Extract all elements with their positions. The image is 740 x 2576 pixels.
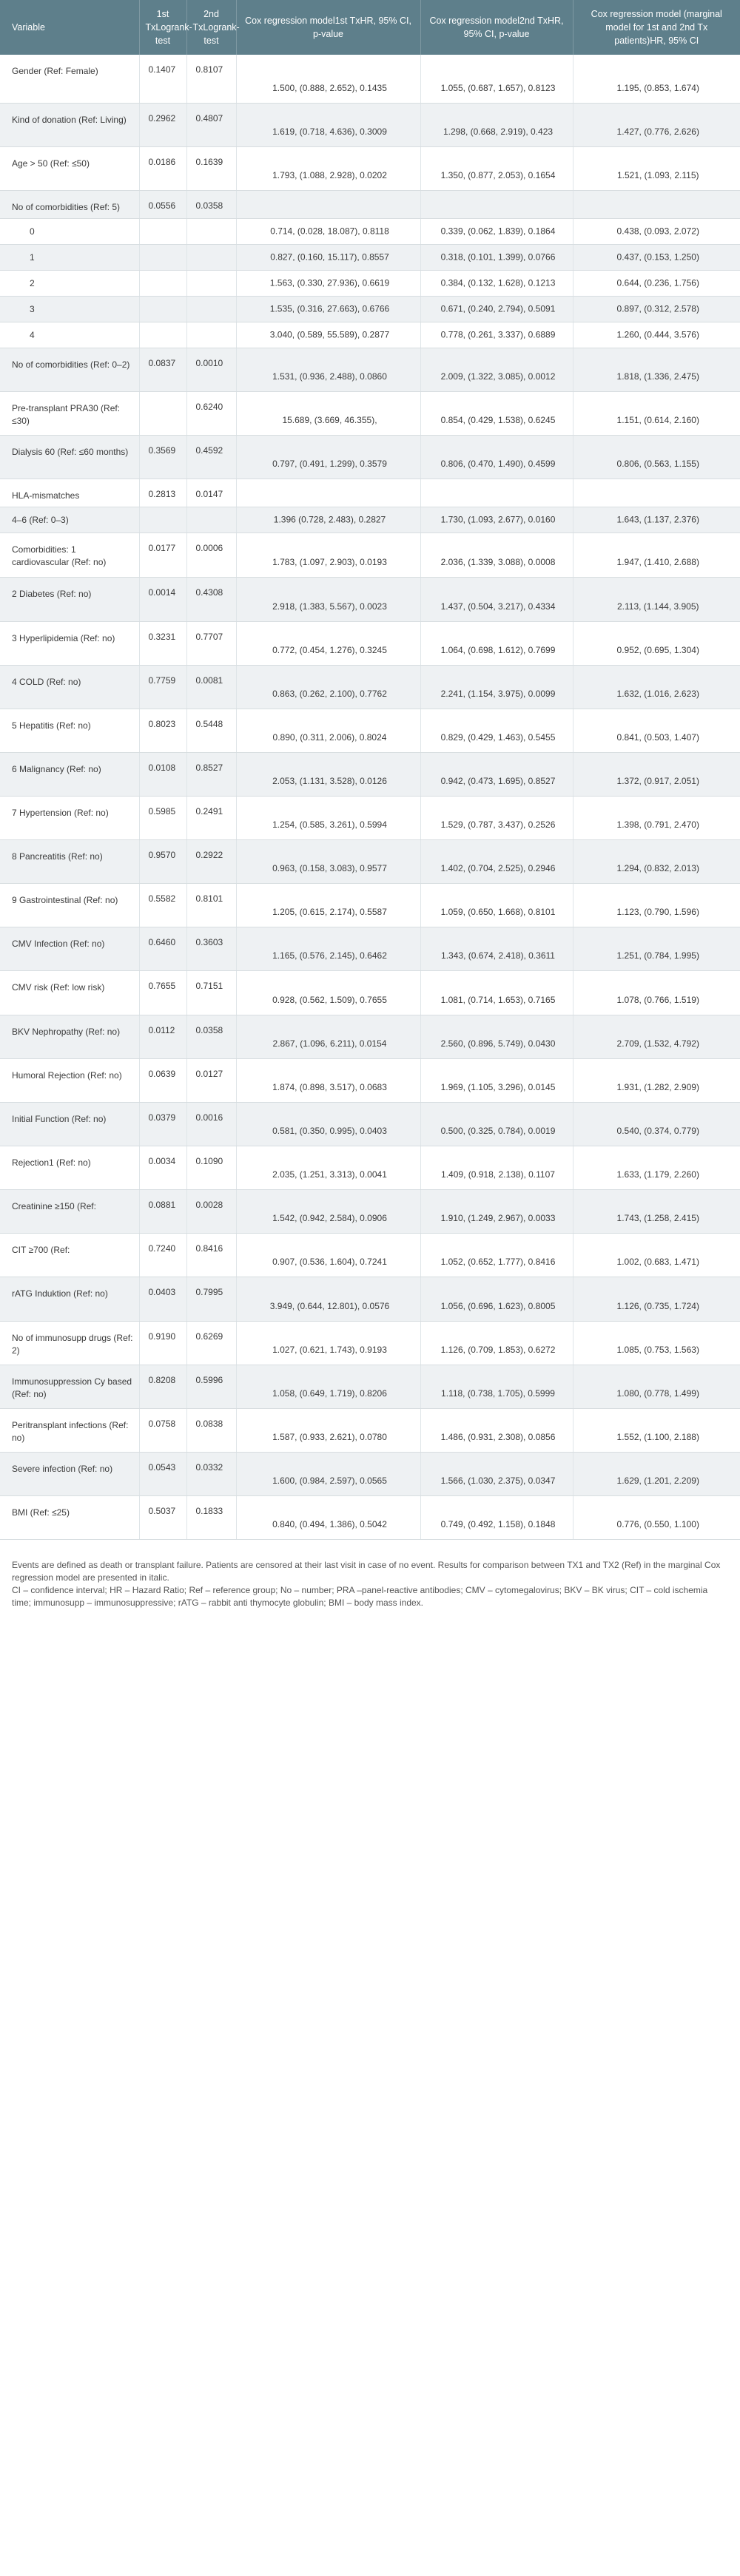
variable-cell: 0 <box>30 226 35 237</box>
cox-1st-cell: 1.058, (0.649, 1.719), 0.8206 <box>272 1388 387 1399</box>
logrank-2nd-cell: 0.4807 <box>195 113 223 124</box>
cox-marginal-cell: 1.251, (0.784, 1.995) <box>616 950 699 961</box>
cox-2nd-cell: 1.343, (0.674, 2.418), 0.3611 <box>441 950 555 961</box>
variable-cell: Kind of donation (Ref: Living) <box>12 115 127 125</box>
cox-marginal-cell: 0.644, (0.236, 1.756) <box>616 277 699 288</box>
table-row <box>0 479 740 507</box>
cox-marginal-cell: 1.931, (1.282, 2.909) <box>616 1082 699 1092</box>
variable-cell: CIT ≥700 (Ref: <box>12 1245 70 1255</box>
table-row <box>0 1496 740 1540</box>
logrank-1st-cell: 0.0403 <box>148 1287 176 1297</box>
cox-marginal-cell: 0.540, (0.374, 0.779) <box>616 1126 699 1136</box>
cox-1st-cell: 1.587, (0.933, 2.621), 0.0780 <box>272 1432 387 1442</box>
table-row <box>0 533 740 578</box>
cox-1st-cell: 1.535, (0.316, 27.663), 0.6766 <box>269 303 390 314</box>
cox-marginal-cell: 1.521, (1.093, 2.115) <box>616 170 699 180</box>
cox-2nd-cell: 0.339, (0.062, 1.839), 0.1864 <box>440 226 556 237</box>
cox-1st-cell: 2.053, (1.131, 3.528), 0.0126 <box>272 776 387 786</box>
variable-cell: 4–6 (Ref: 0–3) <box>12 514 69 525</box>
variable-cell: Pre-transplant PRA30 (Ref: ≤30) <box>12 403 121 426</box>
logrank-1st-cell: 0.0881 <box>148 1200 176 1210</box>
table-row <box>0 271 740 297</box>
logrank-2nd-cell: 0.2491 <box>195 806 223 817</box>
variable-cell: 2 Diabetes (Ref: no) <box>12 589 92 599</box>
logrank-2nd-cell: 0.7707 <box>195 632 223 642</box>
logrank-2nd-cell: 0.0147 <box>195 489 223 499</box>
table-row <box>0 104 740 147</box>
table-row <box>0 1234 740 1277</box>
cox-2nd-cell: 2.009, (1.322, 3.085), 0.0012 <box>440 371 556 382</box>
cox-1st-cell: 1.205, (0.615, 2.174), 0.5587 <box>272 907 387 917</box>
table-row <box>0 840 740 884</box>
variable-cell: 5 Hepatitis (Ref: no) <box>12 720 91 731</box>
cox-marginal-cell: 1.002, (0.683, 1.471) <box>616 1257 699 1267</box>
logrank-1st-cell <box>140 297 186 322</box>
logrank-1st-cell: 0.0186 <box>148 157 176 167</box>
cox-2nd-cell: 1.059, (0.650, 1.668), 0.8101 <box>440 907 556 917</box>
variable-cell: Immunosuppression Cy based (Ref: no) <box>12 1376 132 1399</box>
cox-marginal-cell: 1.629, (1.201, 2.209) <box>616 1475 699 1486</box>
cox-2nd-cell: 0.778, (0.261, 3.337), 0.6889 <box>440 329 556 340</box>
cox-1st-cell: 1.500, (0.888, 2.652), 0.1435 <box>272 83 387 93</box>
cox-1st-cell: 2.867, (1.096, 6.211), 0.0154 <box>272 1038 387 1049</box>
cox-1st-cell: 1.254, (0.585, 3.261), 0.5994 <box>272 819 387 830</box>
variable-cell: Rejection1 (Ref: no) <box>12 1157 91 1168</box>
variable-cell: 8 Pancreatitis (Ref: no) <box>12 851 103 862</box>
table-row <box>0 578 740 622</box>
footnote-abbreviations: CI – confidence interval; HR – Hazard Ratio; Ref – reference group; No – number; PRA –panel-reactive antibodies; CMV – cytomegalovirus; BKV – BK virus; CIT – cold ischemia time; immunosupp – immunosuppressive; rATG – rabbit anti thymocyte globulin; BMI – body mass index. <box>12 1585 708 1608</box>
cox-marginal-cell: 1.427, (0.776, 2.626) <box>616 126 699 137</box>
cox-2nd-cell: 1.056, (0.696, 1.623), 0.8005 <box>440 1301 556 1311</box>
logrank-2nd-cell: 0.4308 <box>195 587 223 598</box>
variable-cell: Severe infection (Ref: no) <box>12 1464 113 1474</box>
cox-marginal-cell: 1.126, (0.735, 1.724) <box>616 1301 699 1311</box>
variable-cell: HLA-mismatches <box>12 490 80 501</box>
table-row <box>0 797 740 840</box>
logrank-2nd-cell: 0.0358 <box>195 1025 223 1035</box>
variable-cell: 3 <box>30 303 35 314</box>
table-row <box>0 666 740 709</box>
table-row <box>0 55 740 104</box>
cox-1st-cell: 0.907, (0.536, 1.604), 0.7241 <box>272 1257 387 1267</box>
logrank-2nd-cell: 0.0016 <box>195 1112 223 1123</box>
cox-1st-cell: 0.827, (0.160, 15.117), 0.8557 <box>270 251 389 263</box>
cox-marginal-cell: 0.952, (0.695, 1.304) <box>616 645 699 655</box>
cox-marginal-cell: 1.947, (1.410, 2.688) <box>616 557 699 567</box>
logrank-1st-cell: 0.7240 <box>148 1243 176 1254</box>
cox-2nd-cell: 1.118, (0.738, 1.705), 0.5999 <box>441 1388 555 1399</box>
variable-cell: No of comorbidities (Ref: 5) <box>12 202 121 212</box>
table-body <box>0 55 740 1540</box>
variable-cell: 6 Malignancy (Ref: no) <box>12 764 101 774</box>
cox-2nd-cell: 1.437, (0.504, 3.217), 0.4334 <box>440 601 556 612</box>
cox-2nd-cell: 1.730, (1.093, 2.677), 0.0160 <box>440 514 556 525</box>
cox-1st-cell: 0.963, (0.158, 3.083), 0.9577 <box>272 863 387 873</box>
table-row <box>0 245 740 271</box>
logrank-1st-cell: 0.0112 <box>148 1025 175 1035</box>
cox-1st-cell: 0.797, (0.491, 1.299), 0.3579 <box>272 459 387 469</box>
cox-marginal-cell: 1.080, (0.778, 1.499) <box>616 1388 699 1399</box>
variable-cell: 7 Hypertension (Ref: no) <box>12 808 109 818</box>
logrank-2nd-cell: 0.1090 <box>195 1156 223 1166</box>
logrank-1st-cell: 0.0108 <box>148 763 176 773</box>
cox-2nd-cell: 1.055, (0.687, 1.657), 0.8123 <box>440 83 556 93</box>
cox-1st-cell: 2.035, (1.251, 3.313), 0.0041 <box>272 1169 387 1180</box>
cox-1st-cell: 0.863, (0.262, 2.100), 0.7762 <box>272 689 387 699</box>
logrank-1st-cell <box>140 245 186 270</box>
table-row <box>0 322 740 348</box>
logrank-2nd-cell <box>187 219 236 244</box>
cox-marginal-cell: 1.632, (1.016, 2.623) <box>616 689 699 699</box>
variable-cell: 2 <box>30 277 35 288</box>
logrank-1st-cell <box>140 219 186 244</box>
variable-cell: No of comorbidities (Ref: 0–2) <box>12 359 130 370</box>
logrank-2nd-cell <box>187 271 236 296</box>
logrank-2nd-cell: 0.6269 <box>195 1331 223 1342</box>
cox-marginal-cell: 1.818, (1.336, 2.475) <box>616 371 699 382</box>
variable-cell: Dialysis 60 (Ref: ≤60 months) <box>12 447 129 457</box>
table-row <box>0 1103 740 1146</box>
table-row <box>0 927 740 971</box>
cox-2nd-cell: 0.749, (0.492, 1.158), 0.1848 <box>440 1519 556 1529</box>
header-cox-2nd: Cox regression model2nd TxHR, 95% CI, p-value <box>420 0 573 55</box>
variable-cell: Age > 50 (Ref: ≤50) <box>12 158 90 169</box>
table-row <box>0 392 740 436</box>
table-row <box>0 1365 740 1409</box>
table-row <box>0 1146 740 1190</box>
cox-1st-cell: 1.874, (0.898, 3.517), 0.0683 <box>272 1082 387 1092</box>
logrank-2nd-cell: 0.0028 <box>195 1200 223 1210</box>
header-logrank-2nd: 2nd TxLogrank-test <box>186 0 236 55</box>
cox-1st-cell: 2.918, (1.383, 5.567), 0.0023 <box>272 601 387 612</box>
cox-2nd-cell: 0.671, (0.240, 2.794), 0.5091 <box>440 303 556 314</box>
logrank-2nd-cell <box>187 245 236 270</box>
cox-marginal-cell: 2.709, (1.532, 4.792) <box>616 1038 699 1049</box>
header-variable: Variable <box>0 0 139 55</box>
logrank-2nd-cell <box>187 297 236 322</box>
cox-2nd-cell: 1.298, (0.668, 2.919), 0.423 <box>443 126 554 137</box>
logrank-1st-cell: 0.0556 <box>148 200 176 211</box>
logrank-2nd-cell: 0.8101 <box>195 893 223 904</box>
variable-cell: rATG Induktion (Ref: no) <box>12 1288 108 1299</box>
variable-cell: 4 <box>30 329 35 340</box>
cox-1st-cell: 1.165, (0.576, 2.145), 0.6462 <box>272 950 387 961</box>
cox-1st-cell: 1.783, (1.097, 2.903), 0.0193 <box>272 557 387 567</box>
logrank-1st-cell: 0.0758 <box>148 1419 176 1429</box>
logrank-2nd-cell: 0.8416 <box>195 1243 223 1254</box>
header-cox-marginal: Cox regression model (marginal model for 1st and 2nd Tx patients)HR, 95% CI <box>573 0 740 55</box>
logrank-2nd-cell: 0.0127 <box>195 1069 223 1079</box>
variable-cell: BMI (Ref: ≤25) <box>12 1507 70 1518</box>
cox-2nd-cell: 2.241, (1.154, 3.975), 0.0099 <box>440 689 556 699</box>
logrank-2nd-cell: 0.2922 <box>195 850 223 860</box>
table-row <box>0 1190 740 1234</box>
logrank-1st-cell: 0.0379 <box>148 1112 176 1123</box>
logrank-2nd-cell: 0.7151 <box>195 981 223 991</box>
logrank-2nd-cell: 0.1639 <box>195 157 223 167</box>
cox-marginal-cell: 1.078, (0.766, 1.519) <box>616 995 699 1005</box>
cox-2nd-cell: 1.052, (0.652, 1.777), 0.8416 <box>440 1257 556 1267</box>
table-row <box>0 191 740 219</box>
cox-2nd-cell: 1.081, (0.714, 1.653), 0.7165 <box>440 995 556 1005</box>
logrank-1st-cell: 0.8208 <box>148 1375 176 1385</box>
cox-2nd-cell: 2.560, (0.896, 5.749), 0.0430 <box>440 1038 556 1049</box>
cox-2nd-cell: 0.318, (0.101, 1.399), 0.0766 <box>440 251 556 263</box>
table-row <box>0 622 740 666</box>
variable-cell: 9 Gastrointestinal (Ref: no) <box>12 895 118 905</box>
footnote-events: Events are defined as death or transplant failure. Patients are censored at their last visit in case of no event. Results for comparison between TX1 and TX2 (Ref) in the marginal Cox regression model are presented in italic. <box>12 1560 721 1583</box>
logrank-1st-cell: 0.5985 <box>148 806 176 817</box>
logrank-2nd-cell: 0.5996 <box>195 1375 223 1385</box>
cox-2nd-cell: 1.402, (0.704, 2.525), 0.2946 <box>440 863 556 873</box>
cox-marginal-cell: 0.437, (0.153, 1.250) <box>616 251 699 263</box>
logrank-1st-cell: 0.9570 <box>148 850 176 860</box>
table-row <box>0 1409 740 1453</box>
cox-marginal-cell: 1.151, (0.614, 2.160) <box>616 415 699 425</box>
table-row <box>0 1322 740 1365</box>
table-row <box>0 436 740 479</box>
logrank-1st-cell: 0.2962 <box>148 113 176 124</box>
table-row <box>0 753 740 797</box>
cox-2nd-cell: 1.064, (0.698, 1.612), 0.7699 <box>440 645 556 655</box>
logrank-1st-cell <box>140 507 186 533</box>
table-row <box>0 1453 740 1496</box>
cox-1st-cell: 1.531, (0.936, 2.488), 0.0860 <box>272 371 387 382</box>
logrank-1st-cell: 0.6460 <box>148 937 176 947</box>
table-row <box>0 971 740 1015</box>
cox-marginal-cell: 0.806, (0.563, 1.155) <box>616 459 699 469</box>
variable-cell: BKV Nephropathy (Ref: no) <box>12 1027 121 1037</box>
cox-1st-cell: 15.689, (3.669, 46.355), <box>282 415 377 425</box>
cox-marginal-cell: 0.776, (0.550, 1.100) <box>616 1519 699 1529</box>
cox-2nd-cell: 1.350, (0.877, 2.053), 0.1654 <box>440 170 556 180</box>
cox-1st-cell: 1.542, (0.942, 2.584), 0.0906 <box>272 1213 387 1223</box>
cox-1st-cell: 1.793, (1.088, 2.928), 0.0202 <box>272 170 387 180</box>
cox-2nd-cell: 0.854, (0.429, 1.538), 0.6245 <box>440 415 556 425</box>
table-footnote <box>0 1540 740 1657</box>
cox-1st-cell: 3.040, (0.589, 55.589), 0.2877 <box>269 329 390 340</box>
logrank-1st-cell: 0.7759 <box>148 675 176 686</box>
logrank-2nd-cell: 0.0006 <box>195 543 223 553</box>
cox-marginal-cell: 1.743, (1.258, 2.415) <box>616 1213 699 1223</box>
cox-1st-cell: 1.396 (0.728, 2.483), 0.2827 <box>273 514 386 525</box>
variable-cell: 4 COLD (Ref: no) <box>12 677 81 687</box>
table-row <box>0 147 740 191</box>
table-row <box>0 709 740 753</box>
cox-2nd-cell: 1.910, (1.249, 2.967), 0.0033 <box>440 1213 556 1223</box>
cox-2nd-cell: 0.384, (0.132, 1.628), 0.1213 <box>440 277 556 288</box>
variable-cell: Creatinine ≥150 (Ref: <box>12 1201 96 1211</box>
variable-cell: 1 <box>30 251 35 263</box>
cox-1st-cell: 0.928, (0.562, 1.509), 0.7655 <box>272 995 387 1005</box>
table-row <box>0 1015 740 1059</box>
logrank-2nd-cell: 0.8107 <box>195 64 223 75</box>
logrank-1st-cell: 0.5582 <box>148 893 176 904</box>
logrank-1st-cell: 0.3569 <box>148 445 176 456</box>
cox-marginal-cell: 1.195, (0.853, 1.674) <box>616 83 699 93</box>
cox-marginal-cell: 0.841, (0.503, 1.407) <box>616 732 699 743</box>
cox-marginal-cell: 1.085, (0.753, 1.563) <box>616 1345 699 1355</box>
logrank-1st-cell: 0.0837 <box>148 358 176 368</box>
logrank-1st-cell: 0.8023 <box>148 719 176 729</box>
table-row <box>0 297 740 322</box>
cox-2nd-cell: 1.409, (0.918, 2.138), 0.1107 <box>441 1169 555 1180</box>
logrank-1st-cell: 0.7655 <box>148 981 176 991</box>
table-row <box>0 219 740 245</box>
logrank-1st-cell: 0.3231 <box>148 632 176 642</box>
logrank-2nd-cell: 0.0838 <box>195 1419 223 1429</box>
cox-2nd-cell: 0.942, (0.473, 1.695), 0.8527 <box>440 776 556 786</box>
logrank-1st-cell: 0.0639 <box>148 1069 176 1079</box>
cox-2nd-cell: 0.806, (0.470, 1.490), 0.4599 <box>440 459 556 469</box>
table-row <box>0 1277 740 1322</box>
logrank-1st-cell: 0.2813 <box>148 489 176 499</box>
logrank-1st-cell <box>140 271 186 296</box>
logrank-2nd-cell: 0.4592 <box>195 445 223 456</box>
variable-cell: Initial Function (Ref: no) <box>12 1114 107 1124</box>
variable-cell: 3 Hyperlipidemia (Ref: no) <box>12 633 115 643</box>
table-row <box>0 884 740 927</box>
cox-2nd-cell: 0.829, (0.429, 1.463), 0.5455 <box>440 732 556 743</box>
logrank-2nd-cell: 0.3603 <box>195 937 223 947</box>
cox-marginal-cell: 0.897, (0.312, 2.578) <box>616 303 699 314</box>
cox-marginal-cell: 1.260, (0.444, 3.576) <box>616 329 699 340</box>
cox-1st-cell: 0.840, (0.494, 1.386), 0.5042 <box>272 1519 387 1529</box>
logrank-2nd-cell: 0.5448 <box>195 719 223 729</box>
cox-marginal-cell: 2.113, (1.144, 3.905) <box>616 601 699 612</box>
cox-2nd-cell: 1.969, (1.105, 3.296), 0.0145 <box>440 1082 556 1092</box>
logrank-1st-cell: 0.0034 <box>148 1156 176 1166</box>
logrank-2nd-cell: 0.0010 <box>195 358 223 368</box>
logrank-1st-cell: 0.0177 <box>148 543 176 553</box>
logrank-1st-cell: 0.9190 <box>148 1331 176 1342</box>
logrank-2nd-cell: 0.6240 <box>195 402 223 412</box>
logrank-2nd-cell: 0.0332 <box>195 1462 223 1473</box>
cox-marginal-cell: 1.552, (1.100, 2.188) <box>616 1432 699 1442</box>
variable-cell: Comorbidities: 1 cardiovascular (Ref: no) <box>12 544 107 567</box>
cox-2nd-cell: 1.126, (0.709, 1.853), 0.6272 <box>440 1345 556 1355</box>
variable-cell: Humoral Rejection (Ref: no) <box>12 1070 122 1081</box>
variable-cell: Gender (Ref: Female) <box>12 66 98 76</box>
header-logrank-1st: 1st TxLogrank-test <box>139 0 186 55</box>
cox-1st-cell: 0.772, (0.454, 1.276), 0.3245 <box>272 645 387 655</box>
cox-marginal-cell: 1.294, (0.832, 2.013) <box>616 863 699 873</box>
cox-1st-cell: 0.714, (0.028, 18.087), 0.8118 <box>270 226 389 237</box>
cox-1st-cell: 3.949, (0.644, 12.801), 0.0576 <box>269 1301 390 1311</box>
logrank-2nd-cell: 0.0358 <box>195 200 223 211</box>
logrank-2nd-cell <box>187 322 236 348</box>
logrank-1st-cell: 0.1407 <box>148 64 176 75</box>
header-cox-1st: Cox regression model1st TxHR, 95% CI, p-value <box>236 0 420 55</box>
table-row <box>0 348 740 392</box>
cox-1st-cell: 1.600, (0.984, 2.597), 0.0565 <box>272 1475 387 1486</box>
cox-2nd-cell: 0.500, (0.325, 0.784), 0.0019 <box>440 1126 556 1136</box>
cox-marginal-cell: 1.633, (1.179, 2.260) <box>616 1169 699 1180</box>
logrank-1st-cell <box>140 322 186 348</box>
cox-2nd-cell: 1.486, (0.931, 2.308), 0.0856 <box>440 1432 556 1442</box>
logrank-2nd-cell: 0.0081 <box>195 675 223 686</box>
logrank-2nd-cell: 0.1833 <box>195 1506 223 1516</box>
logrank-1st-cell <box>140 392 186 435</box>
logrank-1st-cell: 0.0543 <box>148 1462 176 1473</box>
cox-1st-cell: 1.563, (0.330, 27.936), 0.6619 <box>269 277 390 288</box>
table-row <box>0 1059 740 1103</box>
cox-2nd-cell: 1.566, (1.030, 2.375), 0.0347 <box>440 1475 556 1486</box>
cox-marginal-cell: 0.438, (0.093, 2.072) <box>616 226 699 237</box>
cox-marginal-cell: 1.398, (0.791, 2.470) <box>616 819 699 830</box>
variable-cell: CMV risk (Ref: low risk) <box>12 982 105 993</box>
logrank-2nd-cell <box>187 507 236 533</box>
variable-cell: Peritransplant infections (Ref: no) <box>12 1420 129 1443</box>
cox-marginal-cell: 1.372, (0.917, 2.051) <box>616 776 699 786</box>
logrank-2nd-cell: 0.8527 <box>195 763 223 773</box>
cox-1st-cell: 0.890, (0.311, 2.006), 0.8024 <box>272 732 387 743</box>
cox-marginal-cell: 1.123, (0.790, 1.596) <box>616 907 699 917</box>
cox-2nd-cell: 2.036, (1.339, 3.088), 0.0008 <box>440 557 556 567</box>
logrank-2nd-cell: 0.7995 <box>195 1287 223 1297</box>
table-row <box>0 507 740 533</box>
cox-2nd-cell: 1.529, (0.787, 3.437), 0.2526 <box>440 819 556 830</box>
variable-cell: CMV Infection (Ref: no) <box>12 939 105 949</box>
cox-1st-cell: 1.619, (0.718, 4.636), 0.3009 <box>272 126 387 137</box>
logrank-1st-cell: 0.5037 <box>148 1506 176 1516</box>
cox-marginal-cell: 1.643, (1.137, 2.376) <box>616 514 699 525</box>
table-header-row <box>0 0 740 55</box>
cox-1st-cell: 1.027, (0.621, 1.743), 0.9193 <box>272 1345 387 1355</box>
logrank-1st-cell: 0.0014 <box>148 587 176 598</box>
variable-cell: No of immunosupp drugs (Ref: 2) <box>12 1333 133 1356</box>
cox-1st-cell: 0.581, (0.350, 0.995), 0.0403 <box>272 1126 387 1136</box>
